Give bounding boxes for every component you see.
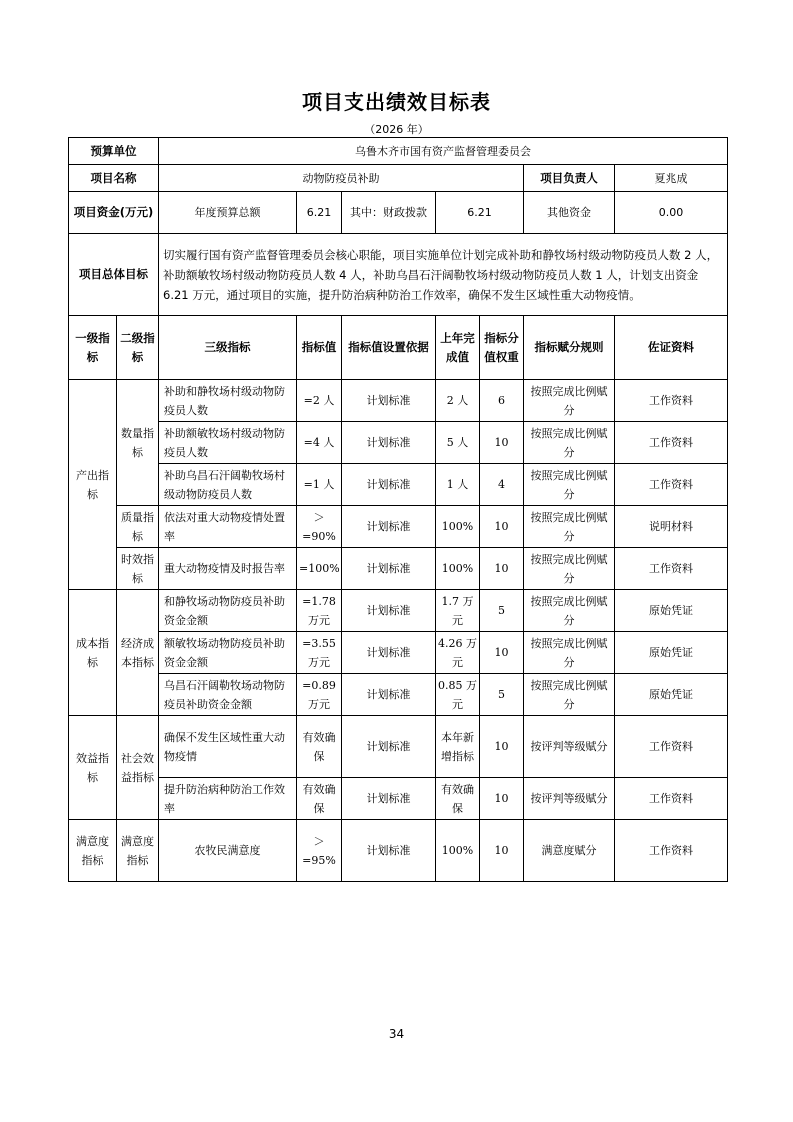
group-output: 产出指标	[69, 380, 117, 590]
group-timeliness: 时效指标	[117, 548, 159, 590]
budget-unit-value: 乌鲁木齐市国有资产监督管理委员会	[159, 138, 728, 165]
performance-table	[68, 137, 728, 882]
project-leader-value: 夏兆成	[615, 165, 728, 192]
indicator-name: 乌昌石汗阔勒牧场动物防疫员补助资金金额	[159, 674, 297, 716]
indicator-name: 和静牧场动物防疫员补助资金金额	[159, 590, 297, 632]
indicator-value: =2 人	[297, 380, 342, 422]
page-number: 34	[388, 1027, 405, 1041]
table-row	[69, 464, 728, 506]
indicator-last: 100%	[436, 506, 480, 548]
table-row	[69, 422, 728, 464]
indicator-value: =1.78 万元	[297, 590, 342, 632]
indicator-evidence: 工作资料	[615, 380, 728, 422]
indicator-weight: 5	[480, 590, 524, 632]
indicator-evidence: 工作资料	[615, 422, 728, 464]
indicator-rule: 按评判等级赋分	[524, 778, 615, 820]
indicator-name: 额敏牧场动物防疫员补助资金金额	[159, 632, 297, 674]
table-row	[69, 506, 728, 548]
indicator-value: ＞=90%	[297, 506, 342, 548]
header-last-year: 上年完成值	[436, 316, 480, 380]
budget-unit-label: 预算单位	[69, 138, 159, 165]
indicator-value: =1 人	[297, 464, 342, 506]
overall-goal-label: 项目总体目标	[69, 234, 159, 316]
indicator-name: 提升防治病种防治工作效率	[159, 778, 297, 820]
indicator-name: 补助额敏牧场村级动物防疫员人数	[159, 422, 297, 464]
header-l1: 一级指标	[69, 316, 117, 380]
indicator-name: 依法对重大动物疫情处置率	[159, 506, 297, 548]
indicator-last: 0.85 万元	[436, 674, 480, 716]
indicator-evidence: 原始凭证	[615, 632, 728, 674]
indicator-value: =100%	[297, 548, 342, 590]
group-quality: 质量指标	[117, 506, 159, 548]
group-econ-cost: 经济成本指标	[117, 590, 159, 716]
indicator-evidence: 原始凭证	[615, 674, 728, 716]
indicator-basis: 计划标准	[342, 506, 436, 548]
indicator-value: 有效确保	[297, 778, 342, 820]
fiscal-value: 6.21	[436, 192, 524, 234]
table-row	[69, 820, 728, 882]
indicator-last: 100%	[436, 548, 480, 590]
indicator-rule: 满意度赋分	[524, 820, 615, 882]
indicator-evidence: 工作资料	[615, 548, 728, 590]
indicator-basis: 计划标准	[342, 380, 436, 422]
table-row	[69, 674, 728, 716]
indicator-value: =0.89 万元	[297, 674, 342, 716]
header-l3: 三级指标	[159, 316, 297, 380]
indicator-basis: 计划标准	[342, 716, 436, 778]
year-label: （2026 年）	[364, 123, 429, 136]
project-name-label: 项目名称	[69, 165, 159, 192]
indicator-last: 100%	[436, 820, 480, 882]
indicator-weight: 5	[480, 674, 524, 716]
indicator-evidence: 工作资料	[615, 464, 728, 506]
header-evidence: 佐证资料	[615, 316, 728, 380]
table-row	[69, 632, 728, 674]
header-rule: 指标赋分规则	[524, 316, 615, 380]
indicator-weight: 10	[480, 548, 524, 590]
group-cost: 成本指标	[69, 590, 117, 716]
indicator-rule: 按照完成比例赋分	[524, 590, 615, 632]
indicator-weight: 10	[480, 632, 524, 674]
indicator-rule: 按照完成比例赋分	[524, 674, 615, 716]
table-row	[69, 590, 728, 632]
annual-budget-value: 6.21	[297, 192, 342, 234]
table-row	[69, 380, 728, 422]
indicator-weight: 4	[480, 464, 524, 506]
indicator-value: =3.55 万元	[297, 632, 342, 674]
indicator-weight: 6	[480, 380, 524, 422]
indicator-name: 补助乌昌石汗阔勒牧场村级动物防疫员人数	[159, 464, 297, 506]
indicator-evidence: 工作资料	[615, 716, 728, 778]
other-funds-value: 0.00	[615, 192, 728, 234]
indicator-value: ＞=95%	[297, 820, 342, 882]
indicator-value: 有效确保	[297, 716, 342, 778]
indicator-weight: 10	[480, 716, 524, 778]
fiscal-label: 其中：财政拨款	[342, 192, 436, 234]
indicator-evidence: 工作资料	[615, 820, 728, 882]
indicator-name: 补助和静牧场村级动物防疫员人数	[159, 380, 297, 422]
indicator-rule: 按照完成比例赋分	[524, 464, 615, 506]
indicator-weight: 10	[480, 422, 524, 464]
indicator-weight: 10	[480, 506, 524, 548]
indicator-last: 有效确保	[436, 778, 480, 820]
indicator-basis: 计划标准	[342, 820, 436, 882]
table-row	[69, 548, 728, 590]
indicator-last: 本年新增指标	[436, 716, 480, 778]
indicator-evidence: 说明材料	[615, 506, 728, 548]
project-leader-label: 项目负责人	[524, 165, 615, 192]
indicator-evidence: 工作资料	[615, 778, 728, 820]
annual-budget-label: 年度预算总额	[159, 192, 297, 234]
indicator-rule: 按照完成比例赋分	[524, 632, 615, 674]
indicator-basis: 计划标准	[342, 590, 436, 632]
indicator-weight: 10	[480, 778, 524, 820]
indicator-weight: 10	[480, 820, 524, 882]
indicator-last: 2 人	[436, 380, 480, 422]
group-satisfaction: 满意度指标	[69, 820, 117, 882]
indicator-last: 1 人	[436, 464, 480, 506]
indicator-basis: 计划标准	[342, 422, 436, 464]
indicator-evidence: 原始凭证	[615, 590, 728, 632]
indicator-basis: 计划标准	[342, 674, 436, 716]
indicator-name: 重大动物疫情及时报告率	[159, 548, 297, 590]
indicator-rule: 按评判等级赋分	[524, 716, 615, 778]
header-l2: 二级指标	[117, 316, 159, 380]
group-social: 社会效益指标	[117, 716, 159, 820]
indicator-last: 1.7 万元	[436, 590, 480, 632]
indicator-rule: 按照完成比例赋分	[524, 380, 615, 422]
project-funds-label: 项目资金(万元)	[69, 192, 159, 234]
header-value: 指标值	[297, 316, 342, 380]
header-weight: 指标分值权重	[480, 316, 524, 380]
indicator-basis: 计划标准	[342, 632, 436, 674]
indicator-rule: 按照完成比例赋分	[524, 422, 615, 464]
indicator-value: =4 人	[297, 422, 342, 464]
table-row	[69, 716, 728, 778]
table-row	[69, 778, 728, 820]
indicator-last: 5 人	[436, 422, 480, 464]
header-basis: 指标值设置依据	[342, 316, 436, 380]
group-satisfaction-2: 满意度指标	[117, 820, 159, 882]
indicator-name: 农牧民满意度	[159, 820, 297, 882]
group-quantity: 数量指标	[117, 380, 159, 506]
indicator-basis: 计划标准	[342, 548, 436, 590]
project-name-value: 动物防疫员补助	[159, 165, 524, 192]
group-benefit: 效益指标	[69, 716, 117, 820]
indicator-basis: 计划标准	[342, 464, 436, 506]
other-funds-label: 其他资金	[524, 192, 615, 234]
indicator-name: 确保不发生区域性重大动物疫情	[159, 716, 297, 778]
indicator-rule: 按照完成比例赋分	[524, 506, 615, 548]
indicator-rule: 按照完成比例赋分	[524, 548, 615, 590]
indicator-basis: 计划标准	[342, 778, 436, 820]
indicator-last: 4.26 万元	[436, 632, 480, 674]
page-title: 项目支出绩效目标表	[302, 90, 491, 114]
overall-goal-text: 切实履行国有资产监督管理委员会核心职能，项目实施单位计划完成补助和静牧场村级动物防疫员人数 2 人，补助额敏牧场村级动物防疫员人数 4 人，补助乌昌石汗阔勒牧场村级动物防疫员人数 1 人，计划支出资金 6.21 万元，通过项目的实施，提升防治病种防治工作效率，确保不发生区域性重大动物疫情。	[159, 234, 728, 316]
